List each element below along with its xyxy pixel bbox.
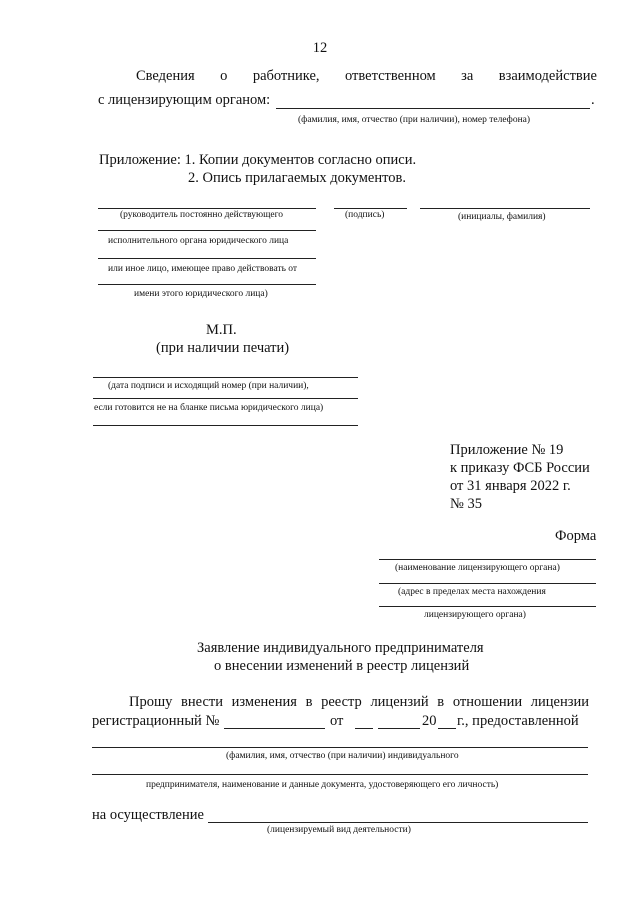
- title-line-2: о внесении изменений в реестр лицензий: [214, 658, 470, 674]
- activity-caption: (лицензируемый вид деятельности): [267, 825, 411, 835]
- year-prefix: 20: [422, 713, 437, 729]
- authority-caption-2: (адрес в пределах места нахождения: [398, 587, 546, 597]
- head-caption-3: или иное лицо, имеющее право действовать от: [108, 264, 298, 274]
- authority-caption-1: (наименование лицензирующего органа): [395, 563, 560, 573]
- head-field-line-2: [98, 230, 316, 231]
- body-word: Прошу: [129, 694, 173, 710]
- head-caption: (руководитель постоянно действующего: [120, 210, 284, 220]
- date-caption-2: если готовится не на бланке письма юридического лица): [94, 403, 324, 413]
- body-word: в: [305, 694, 313, 710]
- head-caption-4: имени этого юридического лица): [134, 289, 268, 299]
- signature-field-line[interactable]: [334, 208, 407, 209]
- page-number: 12: [312, 40, 328, 56]
- info-end-dot: .: [591, 92, 595, 108]
- day-field[interactable]: [355, 728, 373, 729]
- date-field-line-2: [93, 398, 358, 399]
- attachments-line-2: 2. Опись прилагаемых документов.: [188, 170, 406, 186]
- attachments-line-1: Приложение: 1. Копии документов согласно описи.: [99, 152, 417, 168]
- info-word: взаимодействие: [498, 68, 597, 84]
- from-label: от: [330, 713, 344, 729]
- date-field-line[interactable]: [93, 377, 358, 378]
- info-line-2: с лицензирующим органом:: [98, 92, 271, 108]
- date-caption-1: (дата подписи и исходящий номер (при наличии),: [108, 381, 309, 391]
- info-word: за: [461, 68, 474, 84]
- body-word: отношении: [452, 694, 523, 710]
- contact-caption: (фамилия, имя, отчество (при наличии), номер телефона): [298, 115, 531, 125]
- form-label: Форма: [555, 528, 597, 544]
- contact-field-line[interactable]: [276, 108, 590, 109]
- head-field-line-4: [98, 284, 316, 285]
- info-word: работнике,: [252, 68, 320, 84]
- activity-label: на осуществление: [92, 807, 204, 823]
- appendix-line-2: к приказу ФСБ России: [450, 460, 590, 476]
- authority-field-line[interactable]: [379, 559, 596, 560]
- title-line-1: Заявление индивидуального предпринимателя: [197, 640, 484, 656]
- stamp-note: (при наличии печати): [156, 340, 290, 356]
- initials-caption: (инициалы, фамилия): [458, 212, 546, 222]
- authority-caption-3: лицензирующего органа): [424, 610, 526, 620]
- body-word: лицензий: [370, 694, 429, 710]
- body-word: внести: [181, 694, 223, 710]
- appendix-line-1: Приложение № 19: [450, 442, 564, 458]
- reg-number-field[interactable]: [224, 728, 325, 729]
- body-line-1: [129, 694, 589, 711]
- body-word: лицензии: [530, 694, 589, 710]
- address-field-line-2: [379, 606, 596, 607]
- info-word: о: [220, 68, 228, 84]
- month-field[interactable]: [378, 728, 420, 729]
- appendix-line-3: от 31 января 2022 г.: [450, 478, 571, 494]
- reg-label: регистрационный №: [92, 713, 220, 729]
- address-field-line[interactable]: [379, 583, 596, 584]
- head-caption-2: исполнительного органа юридического лица: [108, 236, 289, 246]
- appendix-line-4: № 35: [450, 496, 482, 512]
- body-word: изменения: [231, 694, 297, 710]
- entrepreneur-field-line-2: [92, 774, 588, 775]
- info-line-1: [136, 68, 597, 85]
- body-word: в: [437, 694, 445, 710]
- info-word: ответственном: [344, 68, 436, 84]
- entrepreneur-caption-1: (фамилия, имя, отчество (при наличии) индивидуального: [226, 751, 459, 761]
- signature-caption: (подпись): [345, 210, 385, 220]
- initials-field-line[interactable]: [420, 208, 590, 209]
- head-field-line[interactable]: [98, 208, 316, 209]
- year-field[interactable]: [438, 728, 456, 729]
- head-field-line-3: [98, 258, 316, 259]
- entrepreneur-caption-2: предпринимателя, наименование и данные документа, удостоверяющего его личность): [146, 780, 499, 790]
- entrepreneur-field-line[interactable]: [92, 747, 588, 748]
- date-field-line-3: [93, 425, 358, 426]
- stamp-label: М.П.: [206, 322, 237, 338]
- activity-field-line[interactable]: [208, 822, 588, 823]
- body-word: реестр: [321, 694, 362, 710]
- year-suffix: г., предоставленной: [457, 713, 579, 729]
- info-word: Сведения: [136, 68, 195, 84]
